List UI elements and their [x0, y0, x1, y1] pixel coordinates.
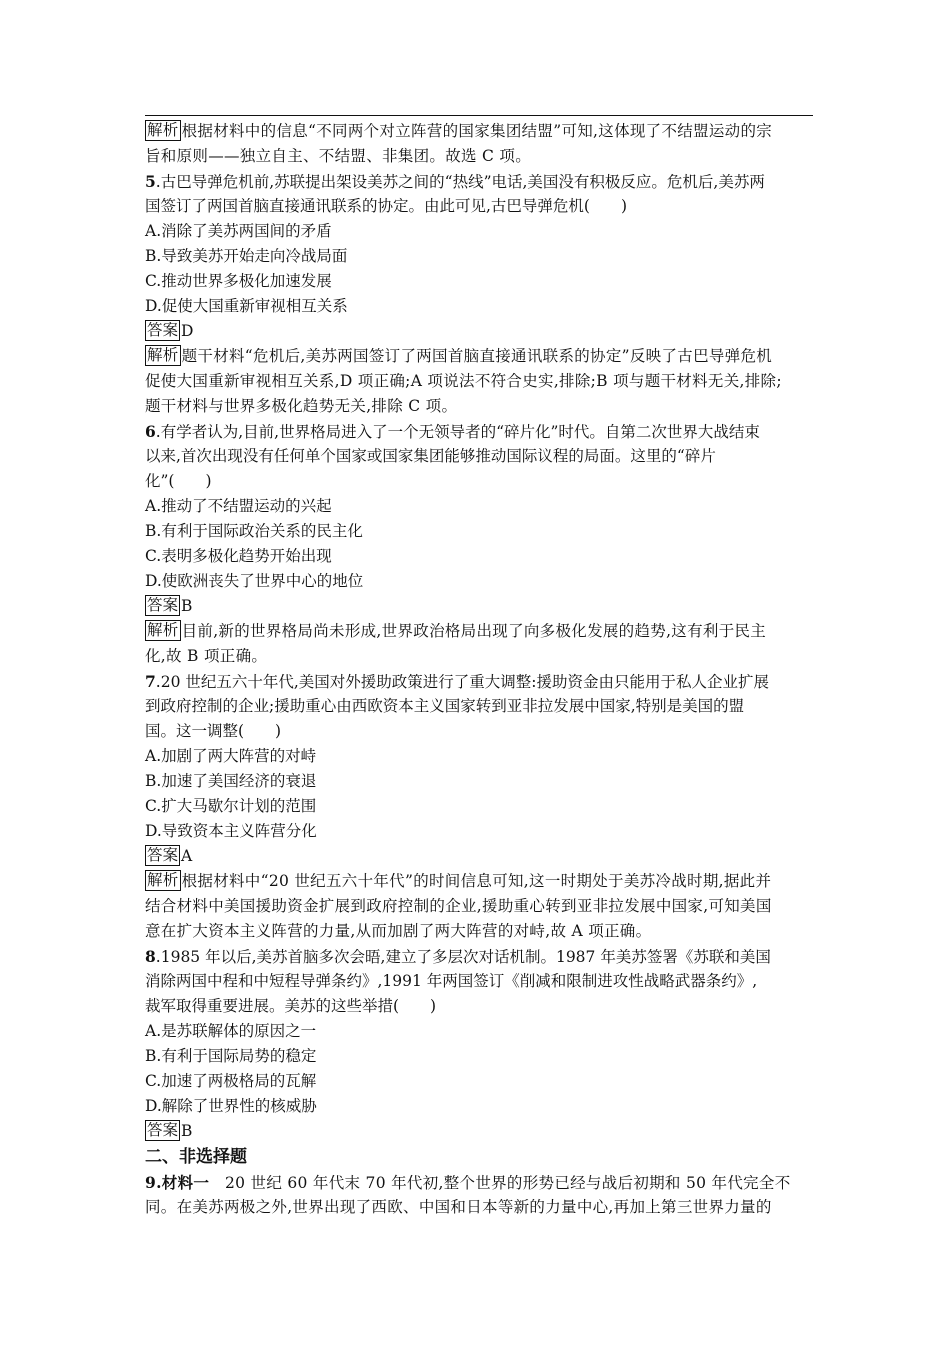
top-divider — [145, 115, 813, 116]
q8-stem: 8.1985 年以后,美苏首脑多次会晤,建立了多层次对话机制。1987 年美苏签署《苏联和美国 — [145, 947, 771, 966]
q7-option-a: A.加剧了两大阵营的对峙 — [145, 747, 317, 765]
question-number: 8 — [145, 947, 156, 966]
q8-answer: 答案 B — [147, 1121, 193, 1140]
q8-option-a: A.是苏联解体的原因之一 — [145, 1022, 317, 1040]
q7-option-c: C.扩大马歇尔计划的范围 — [145, 797, 317, 815]
document-content — [145, 119, 813, 1220]
q6-stem: 以来,首次出现没有任何单个国家或国家集团能够推动国际议程的局面。这里的“碎片 — [145, 447, 716, 465]
q5-option-d: D.促使大国重新审视相互关系 — [145, 297, 348, 315]
q5-answer: 答案 D — [147, 321, 194, 340]
q8-stem: 裁军取得重要进展。美苏的这些举措( ) — [145, 997, 437, 1015]
q8-option-b: B.有利于国际局势的稳定 — [145, 1047, 317, 1065]
q4-analysis-line: 旨和原则——独立自主、不结盟、非集团。故选 C 项。 — [145, 147, 532, 165]
q7-analysis-line: 结合材料中美国援助资金扩展到政府控制的企业,援助重心转到亚非拉发展中国家,可知美国 — [145, 897, 772, 915]
q7-analysis-line: 解析 根据材料中“20 世纪五六十年代”的时间信息可知,这一时期处于美苏冷战时期,据此并 — [147, 871, 772, 890]
q5-analysis-line: 解析 题干材料“危机后,美苏两国签订了两国首脑直接通讯联系的协定”反映了古巴导弹危机 — [147, 346, 773, 365]
q5-analysis-line: 题干材料与世界多极化趋势无关,排除 C 项。 — [145, 397, 458, 415]
q7-option-b: B.加速了美国经济的衰退 — [145, 772, 317, 790]
analysis-tag: 解析 — [147, 121, 179, 139]
answer-tag: 答案 — [147, 321, 179, 339]
q7-answer: 答案 A — [147, 846, 193, 865]
q8-stem: 消除两国中程和中短程导弹条约》,1991 年两国签订《削减和限制进攻性战略武器条约》, — [145, 972, 758, 990]
q5-option-b: B.导致美苏开始走向冷战局面 — [145, 247, 348, 265]
q6-stem: 化”( ) — [145, 472, 212, 490]
q6-analysis-line: 解析 目前,新的世界格局尚未形成,世界政治格局出现了向多极化发展的趋势,这有利于民主 — [147, 621, 767, 640]
q5-stem: 国签订了两国首脑直接通讯联系的协定。由此可见,古巴导弹危机( ) — [145, 197, 628, 215]
question-number: 6 — [145, 422, 156, 441]
answer-tag: 答案 — [147, 596, 179, 614]
question-number: 9 — [145, 1173, 157, 1192]
q7-stem: 国。这一调整( ) — [145, 722, 282, 740]
q5-option-c: C.推动世界多极化加速发展 — [145, 272, 332, 290]
q8-option-d: D.解除了世界性的核威胁 — [145, 1097, 317, 1115]
q7-analysis-line: 意在扩大资本主义阵营的力量,从而加剧了两大阵营的对峙,故 A 项正确。 — [145, 922, 652, 940]
q6-option-b: B.有利于国际政治关系的民主化 — [145, 522, 363, 540]
analysis-tag: 解析 — [147, 621, 179, 639]
q6-option-d: D.使欧洲丧失了世界中心的地位 — [145, 572, 364, 590]
question-number: 5 — [145, 172, 156, 191]
q7-stem: 到政府控制的企业;援助重心由西欧资本主义国家转到亚非拉发展中国家,特别是美国的盟 — [145, 697, 745, 715]
q9-material: 同。在美苏两极之外,世界出现了西欧、中国和日本等新的力量中心,再加上第三世界力量的 — [145, 1198, 772, 1216]
q7-stem: 7.20 世纪五六十年代,美国对外援助政策进行了重大调整:援助资金由只能用于私人企业扩展 — [145, 672, 770, 691]
q5-analysis-line: 促使大国重新审视相互关系,D 项正确;A 项说法不符合史实,排除;B 项与题干材料无关,排除; — [145, 372, 782, 390]
q6-stem: 6.有学者认为,目前,世界格局进入了一个无领导者的“碎片化”时代。自第二次世界大战结束 — [145, 422, 760, 441]
q6-analysis-line: 化,故 B 项正确。 — [145, 647, 268, 665]
answer-tag: 答案 — [147, 846, 179, 864]
q9-material: 9.材料一 20 世纪 60 年代末 70 年代初,整个世界的形势已经与战后初期和 50 年代完全不 — [145, 1173, 791, 1192]
q5-stem: 5.古巴导弹危机前,苏联提出架设美苏之间的“热线”电话,美国没有积极反应。危机后,美苏两 — [145, 172, 765, 191]
material-label: 材料一 — [161, 1173, 210, 1192]
q4-analysis-line: 解析 根据材料中的信息“不同两个对立阵营的国家集团结盟”可知,这体现了不结盟运动的宗 — [147, 121, 773, 140]
q6-option-c: C.表明多极化趋势开始出现 — [145, 547, 332, 565]
q5-option-a: A.消除了美苏两国间的矛盾 — [145, 222, 332, 240]
question-number: 7 — [145, 672, 156, 691]
section-heading: 二、非选择题 — [145, 1147, 247, 1167]
analysis-tag: 解析 — [147, 871, 179, 889]
answer-tag: 答案 — [147, 1121, 179, 1139]
analysis-tag: 解析 — [147, 346, 179, 364]
q8-option-c: C.加速了两极格局的瓦解 — [145, 1072, 317, 1090]
q6-option-a: A.推动了不结盟运动的兴起 — [145, 497, 332, 515]
q6-answer: 答案 B — [147, 596, 193, 615]
q7-option-d: D.导致资本主义阵营分化 — [145, 822, 317, 840]
